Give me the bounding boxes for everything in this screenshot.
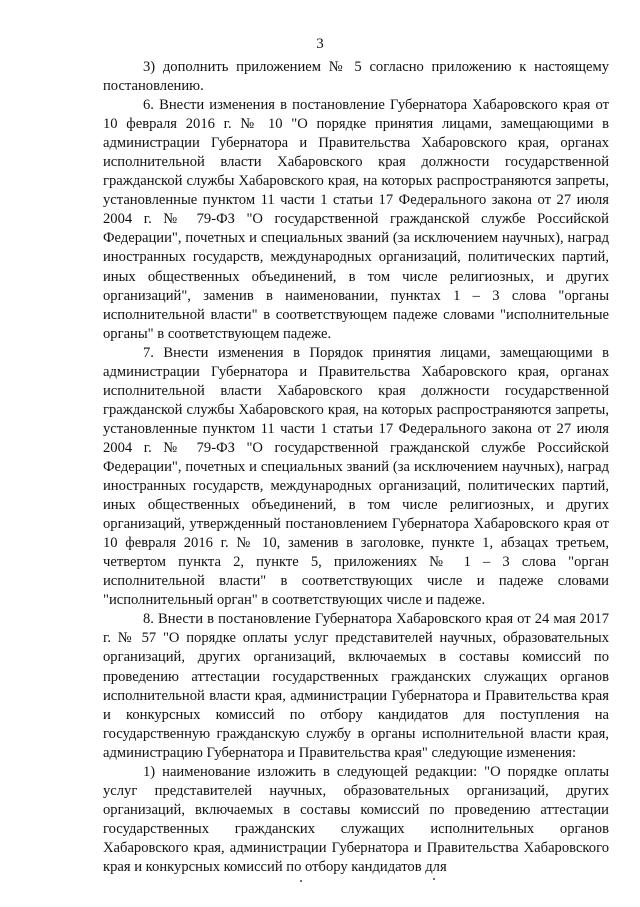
page-number: 3 bbox=[316, 36, 324, 52]
paragraph-item-3: 3) дополнить приложением № 5 согласно приложению к настоящему постановлению. bbox=[103, 59, 609, 95]
scan-speck bbox=[300, 880, 302, 882]
paragraph-section-6: 6. Внести изменения в постановление Губернатора Хабаровского края от 10 февраля 2016 г. № 10 "О порядке принятия лицами, замещающими в администрации Губернатора и Правительства Хабаровского края, органах исполнительной власти Хабаровского края должности государственной гражданской службы Хабаровского края, на которых распространяются запреты, установленные пунктом 11 части 1 статьи 17 Федерального закона от 27 июля 2004 г. № 79-ФЗ "О государственной гражданской службе Российской Федерации", почетных и специальных званий (за исключением научных), наград иностранных государств, международных организаций, политических партий, иных общественных объединений, в том числе религиозных, и других организаций", заменив в наименовании, пунктах 1 – 3 слова "органы исполнительной власти" в соответствующем падеже словами "исполнительные органы" в соответствующем падеже. bbox=[103, 97, 609, 342]
scan-speck bbox=[433, 878, 435, 880]
paragraph-subitem-1: 1) наименование изложить в следующей редакции: "О порядке оплаты услуг представителей научных, образовательных организаций, других организаций, включаемых в составы комиссий по проведению аттестации государственных гражданских служащих исполнительных органов Хабаровского края, администрации Губернатора и Правительства Хабаровского края и конкурсных комиссий по отбору кандидатов для bbox=[103, 763, 609, 875]
document-body bbox=[103, 58, 609, 877]
paragraph-section-7: 7. Внести изменения в Порядок принятия лицами, замещающими в администрации Губернатора и Правительства Хабаровского края, органах исполнительной власти Хабаровского края должности государственной гражданской службы Хабаровского края, на которых распространяются запреты, установленные пунктом 11 части 1 статьи 17 Федерального закона от 27 июля 2004 г. № 79-ФЗ "О государственной гражданской службе Российской Федерации", почетных и специальных званий (за исключением научных), наград иностранных государств, международных организаций, политических партий, иных общественных объединений, в том числе религиозных, и других организаций, утвержденный постановлением Губернатора Хабаровского края от 10 февраля 2016 г. № 10, заменив в заголовке, пункте 1, абзацах третьем, четвертом пункта 2, пункте 5, приложениях № 1 – 3 слова "орган исполнительной власти" в соответствующих числе и падеже словами "исполнительный орган" в соответствующих числе и падеже. bbox=[103, 344, 609, 609]
paragraph-section-8: 8. Внести в постановление Губернатора Хабаровского края от 24 мая 2017 г. № 57 "О порядке оплаты услуг представителей научных, образовательных организаций, других организаций, включаемых в составы комиссий по проведению аттестации государственных гражданских служащих органов исполнительной власти края, администрации Губернатора и Правительства края и конкурсных комиссий по отбору кандидатов для поступления на государственную гражданскую службу в органы исполнительной власти края, администрацию Губернатора и Правительства края" следующие изменения: bbox=[103, 611, 609, 761]
